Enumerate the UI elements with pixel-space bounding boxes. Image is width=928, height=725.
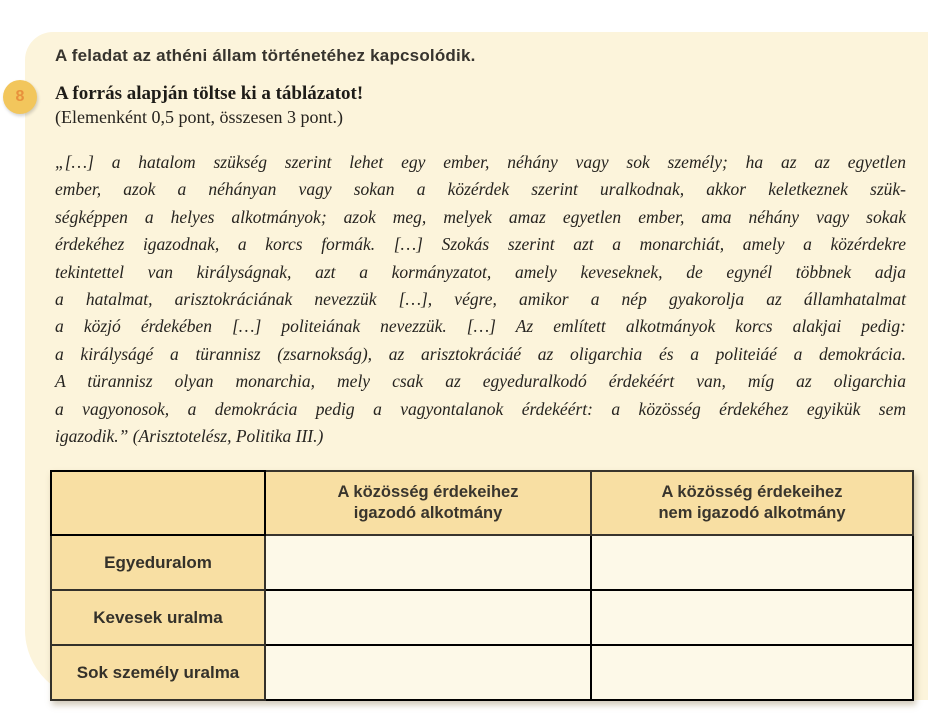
answer-table [50, 470, 914, 701]
column-header-line: nem igazodó alkotmány [658, 504, 846, 522]
answer-cell-kevesek-conforming[interactable] [265, 590, 591, 645]
table-corner-cell [51, 471, 265, 535]
task-panel [25, 32, 928, 700]
quote-line: ember, azok a néhányan vagy sokan a közérdek szerint uralkodnak, akkor keletkeznek szük- [55, 179, 906, 200]
quote-attribution-line: igazodik.” (Arisztotelész, Politika III.) [55, 426, 324, 447]
answer-cell-egyeduralom-conforming[interactable] [265, 535, 591, 590]
quote-line: A türannisz olyan monarchia, mely csak az egyeduralkodó érdekéért van, míg az oligarchia [55, 371, 906, 392]
quote-line: tekintettel van királyságnak, azt a kormányzatot, amely keveseknek, de egynél többnek adja [55, 261, 906, 282]
quote-line: érdekéhez igazodnak, a korcs formák. […] Szokás szerint azt a monarchiát, amely a közérdekre [55, 234, 906, 255]
source-quote [55, 149, 906, 450]
quote-line: a vagyonosok, a demokrácia pedig a vagyontalanok érdekéért: a közösség érdekéhez egyikük sem [55, 398, 906, 419]
answer-cell-sok-nonconforming[interactable] [591, 645, 913, 700]
column-header-line: igazodó alkotmány [353, 504, 503, 522]
task-number: 8 [15, 88, 25, 105]
task-number-badge [3, 80, 37, 114]
quote-line: a hatalmat, arisztokráciának nevezzük […], végre, amikor a nép gyakorolja az államhatalmat [55, 289, 906, 310]
answer-cell-sok-conforming[interactable] [265, 645, 591, 700]
row-label-kevesek-uralma: Kevesek uralma [51, 590, 265, 645]
column-header-line: A közösség érdekeihez [337, 483, 519, 501]
quote-line: a királyságé a türannisz (zsarnokság), az arisztokráciáé az oligarchia és a politeiáé a demokrácia. [55, 343, 906, 364]
quote-line: ségképpen a helyes alkotmányok; azok meg, melyek amaz egyetlen ember, ama néhány vagy sokak [55, 206, 906, 227]
column-header-nonconforming [591, 471, 913, 535]
answer-cell-egyeduralom-nonconforming[interactable] [591, 535, 913, 590]
column-header-line: A közösség érdekeihez [661, 483, 843, 501]
context-line: A feladat az athéni állam történetéhez kapcsolódik. [55, 46, 476, 65]
task-instruction: A forrás alapján töltse ki a táblázatot! [55, 83, 364, 104]
column-header-conforming [265, 471, 591, 535]
row-label-egyeduralom: Egyeduralom [51, 535, 265, 590]
task-scoring: (Elemenként 0,5 pont, összesen 3 pont.) [55, 107, 343, 127]
answer-cell-kevesek-nonconforming[interactable] [591, 590, 913, 645]
quote-line: a közjó érdekében […] politeiának nevezzük. […] Az említett alkotmányok korcs alakjai pedig: [55, 316, 906, 337]
row-label-sok-szemely-uralma: Sok személy uralma [51, 645, 265, 700]
quote-line: „[…] a hatalom szükség szerint lehet egy ember, néhány vagy sok személy; ha az az egyetlen [55, 152, 906, 172]
